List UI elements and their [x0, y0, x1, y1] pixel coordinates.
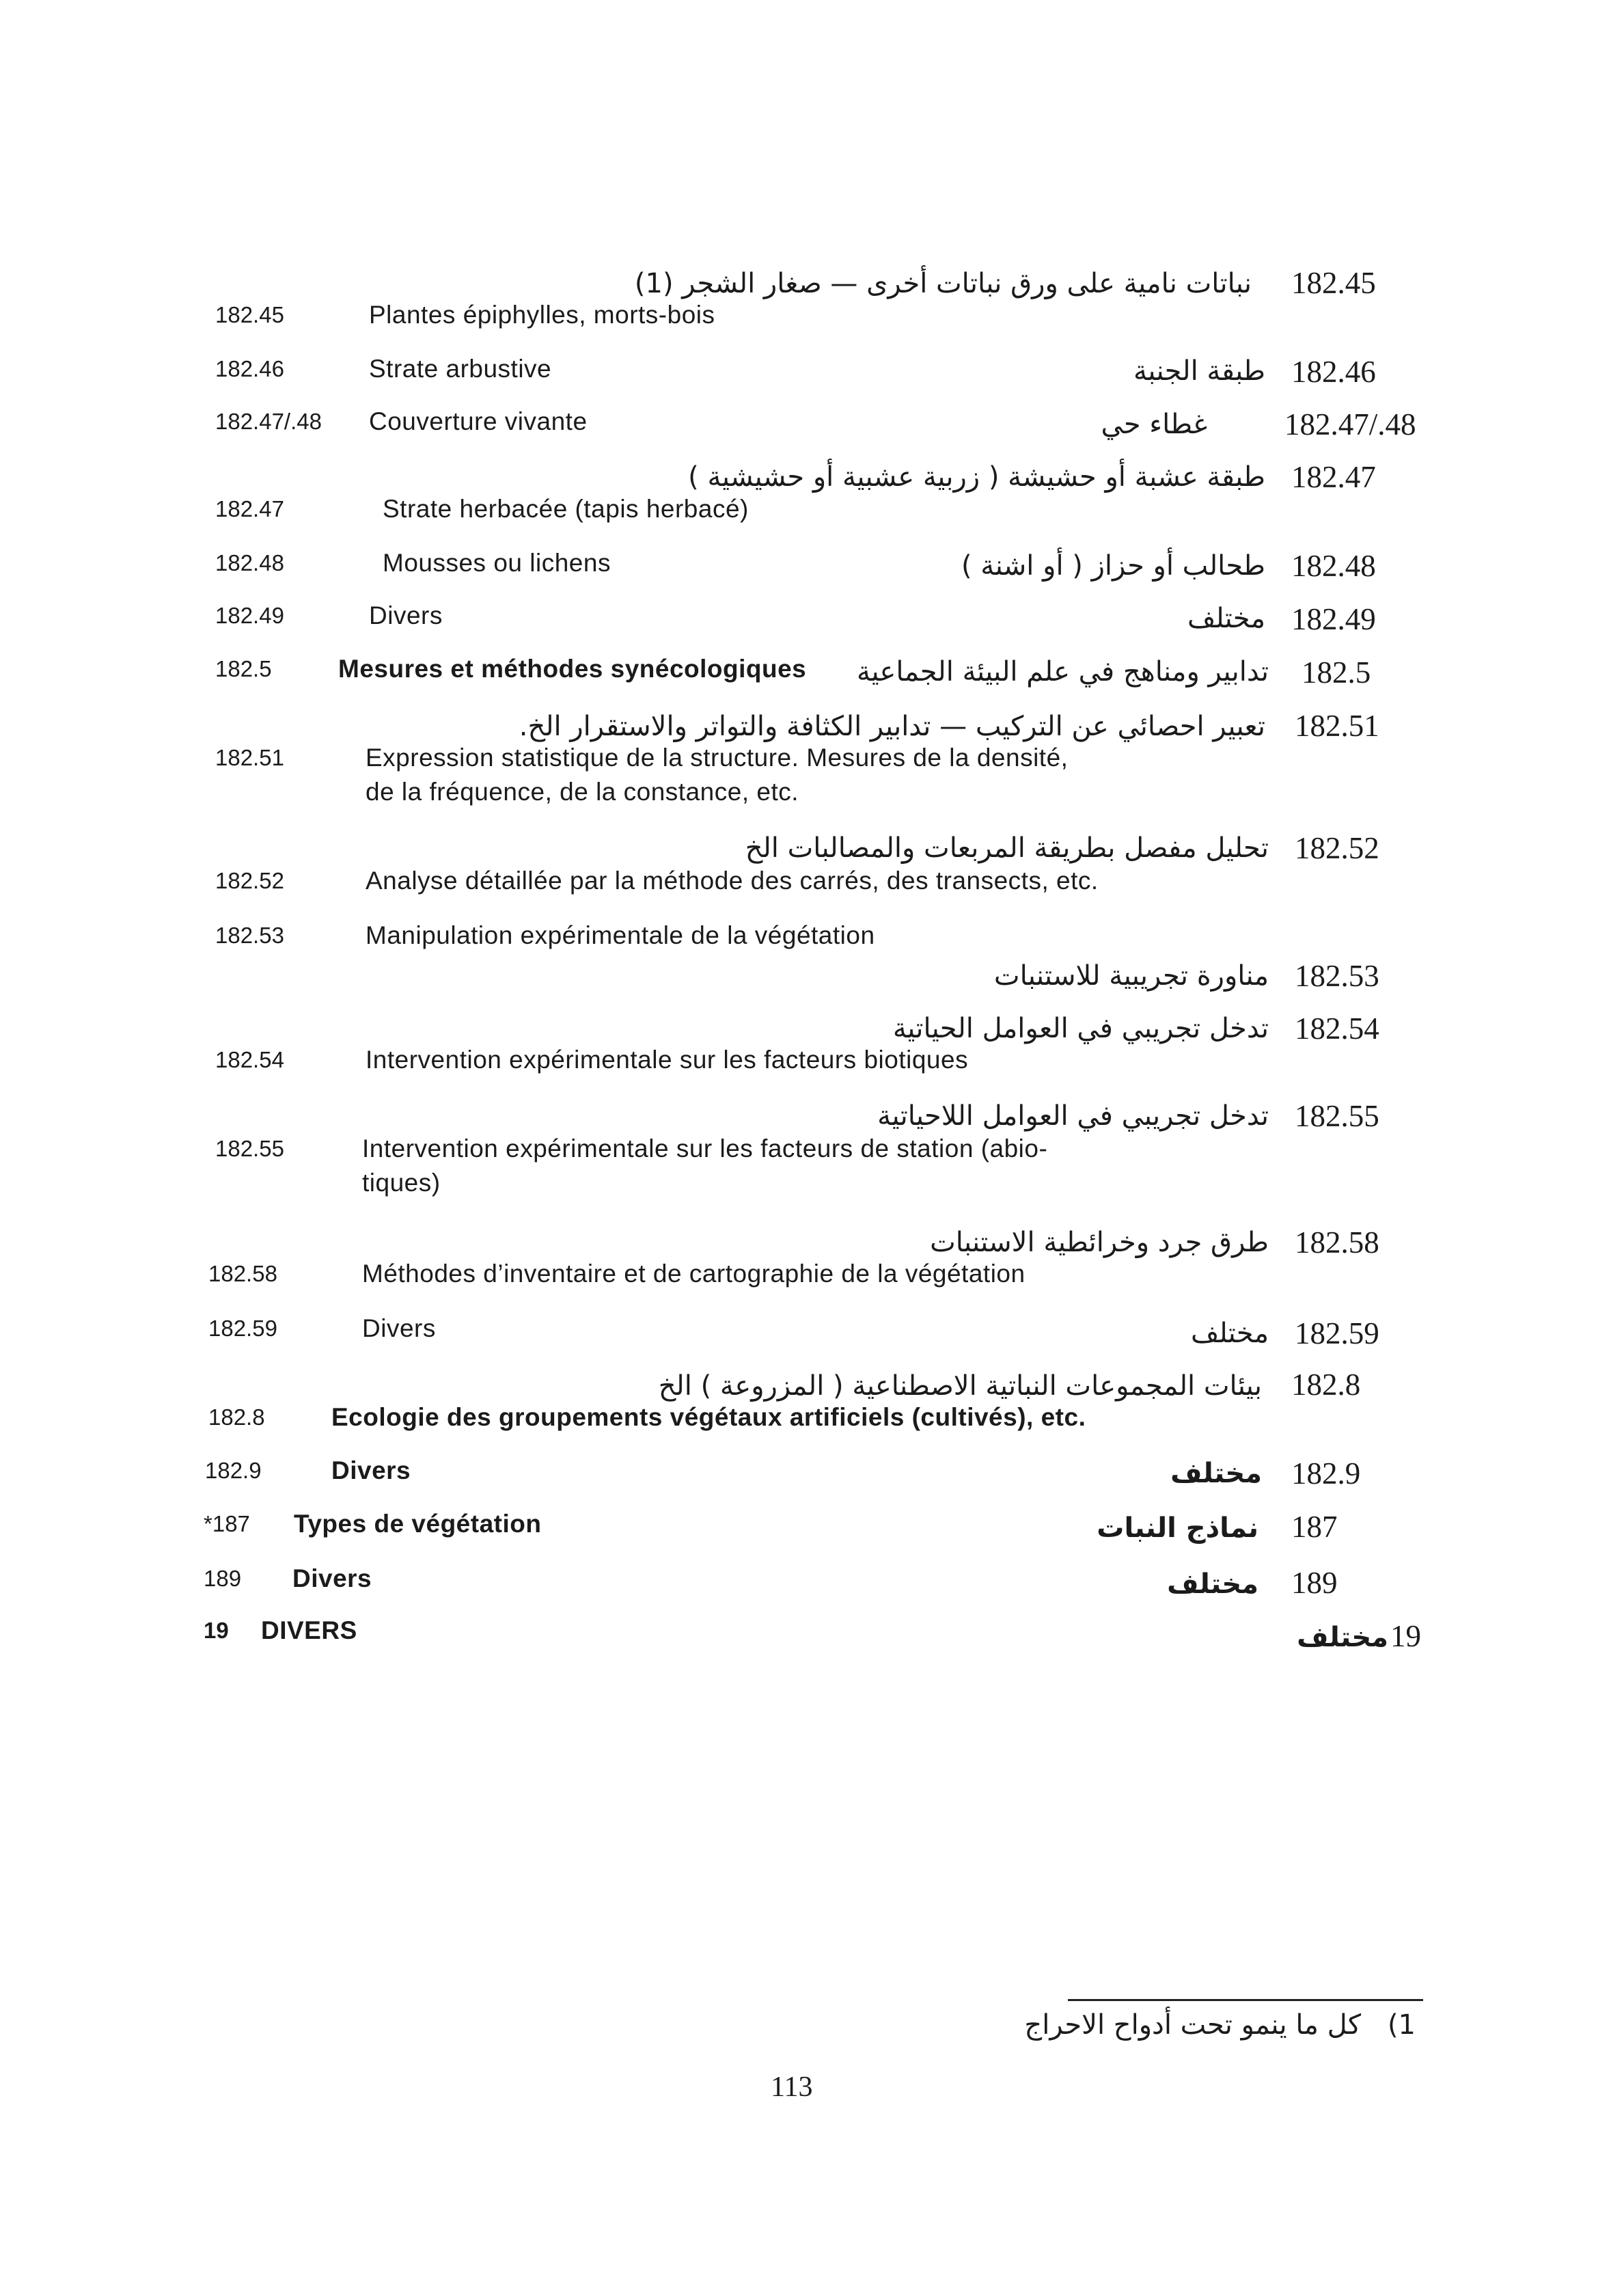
arabic-heading: تعبير احصائي عن التركيب — تدابير الكثافة والتواتر والاستقرار الخ.: [519, 711, 1265, 742]
french-heading-cont: tiques): [362, 1169, 441, 1197]
french-heading: Intervention expérimentale sur les facteurs biotiques: [366, 1046, 969, 1074]
french-heading: Ecologie des groupements végétaux artificiels (cultivés), etc.: [331, 1403, 1086, 1431]
french-code: 182.9: [205, 1458, 262, 1483]
arabic-code: 187: [1291, 1510, 1338, 1544]
french-code: 182.54: [215, 1047, 284, 1072]
arabic-heading: مختلف: [1170, 1458, 1262, 1489]
french-code: 19: [204, 1618, 229, 1643]
french-heading: Divers: [369, 601, 443, 629]
page-number: 113: [771, 2071, 813, 2103]
french-heading: Strate herbacée (tapis herbacé): [383, 495, 749, 523]
arabic-code: 182.5: [1302, 655, 1371, 690]
french-heading: Méthodes d’inventaire et de cartographie de la végétation: [362, 1260, 1026, 1288]
footnote-marker: (1: [1387, 2009, 1416, 2041]
french-code: *187: [204, 1511, 250, 1536]
french-code: 182.45: [215, 302, 284, 327]
arabic-code: 182.8: [1291, 1368, 1361, 1402]
french-code: 182.58: [208, 1261, 277, 1286]
arabic-code: 182.55: [1295, 1099, 1379, 1133]
french-heading: Expression statistique de la structure. Mesures de la densité,: [366, 744, 1069, 772]
french-heading: Manipulation expérimentale de la végétation: [366, 921, 875, 949]
arabic-code: 182.46: [1291, 355, 1376, 389]
arabic-heading: مناورة تجريبية للاستنبات: [993, 960, 1269, 992]
arabic-code: 182.45: [1291, 266, 1376, 300]
arabic-heading: تدخل تجريبي في العوامل الحياتية: [892, 1013, 1269, 1044]
arabic-code: 182.58: [1295, 1225, 1379, 1260]
footnote-rule: [1068, 1999, 1423, 2001]
french-heading: Couverture vivante: [369, 407, 588, 435]
arabic-code: 182.47/.48: [1284, 407, 1416, 441]
arabic-code: 182.53: [1295, 959, 1379, 993]
french-heading: Intervention expérimentale sur les facteurs de station (abio-: [362, 1134, 1048, 1163]
arabic-heading: بيئات المجموعات النباتية الاصطناعية ( المزروعة ) الخ: [658, 1370, 1262, 1402]
arabic-code: 182.48: [1291, 549, 1376, 583]
french-heading: Divers: [331, 1456, 411, 1484]
arabic-heading: طبقة عشبة أو حشيشة ( زربية عشبية أو حشيشية ): [688, 461, 1265, 493]
arabic-heading: مختلف: [1191, 1318, 1269, 1349]
french-code: 182.59: [208, 1316, 277, 1341]
french-code: 182.46: [215, 356, 284, 381]
french-code: 182.47: [215, 496, 284, 521]
arabic-heading: طرق جرد وخرائطية الاستنبات: [930, 1227, 1269, 1258]
french-code: 182.49: [215, 603, 284, 628]
arabic-heading: تدابير ومناهج في علم البيئة الجماعية: [857, 656, 1269, 688]
french-heading: Mesures et méthodes synécologiques: [338, 655, 807, 683]
french-code: 189: [204, 1566, 242, 1591]
french-heading: Strate arbustive: [369, 355, 552, 383]
french-code: 182.8: [208, 1404, 265, 1430]
french-code: 182.48: [215, 550, 284, 575]
arabic-heading: مختلف: [1297, 1622, 1388, 1653]
french-heading: Mousses ou lichens: [383, 549, 611, 577]
arabic-heading: مختلف: [1187, 603, 1265, 634]
french-heading: Types de végétation: [294, 1510, 542, 1538]
arabic-code: 189: [1291, 1566, 1338, 1600]
arabic-heading: نماذج النبات: [1097, 1512, 1258, 1544]
french-code: 182.52: [215, 868, 284, 893]
french-code: 182.5: [215, 656, 272, 681]
arabic-code: 182.51: [1295, 709, 1379, 743]
french-heading: Divers: [362, 1314, 436, 1342]
footnote-text: كل ما ينمو تحت أدواح الاحراج: [1024, 2009, 1361, 2041]
french-heading: Plantes épiphylles, morts-bois: [369, 301, 715, 329]
arabic-code: 182.47: [1291, 460, 1376, 494]
french-heading: Analyse détaillée par la méthode des carrés, des transects, etc.: [366, 867, 1099, 895]
french-code: 182.55: [215, 1136, 284, 1161]
arabic-code: 182.49: [1291, 602, 1376, 636]
french-heading: Divers: [292, 1564, 372, 1592]
arabic-heading: غطاء حي: [1101, 409, 1207, 440]
arabic-heading: طحالب أو حزاز ( أو اشنة ): [961, 550, 1265, 582]
french-code: 182.51: [215, 745, 284, 770]
french-heading-cont: de la fréquence, de la constance, etc.: [366, 778, 799, 806]
french-code: 182.53: [215, 923, 284, 948]
arabic-code: 182.9: [1291, 1456, 1361, 1491]
arabic-code: 182.54: [1295, 1011, 1379, 1046]
arabic-heading: نباتات نامية على ورق نباتات أخرى — صغار الشجر (1): [634, 268, 1252, 299]
arabic-code: 182.52: [1295, 831, 1379, 865]
arabic-heading: طبقة الجنبة: [1133, 355, 1265, 387]
french-heading: DIVERS: [261, 1616, 357, 1644]
arabic-heading: تدخل تجريبي في العوامل اللاحياتية: [877, 1100, 1269, 1132]
arabic-code: 19: [1390, 1619, 1421, 1653]
arabic-heading: مختلف: [1167, 1568, 1258, 1600]
french-code: 182.47/.48: [215, 409, 322, 434]
arabic-code: 182.59: [1295, 1316, 1379, 1350]
arabic-heading: تحليل مفصل بطريقة المربعات والمصالبات الخ: [745, 832, 1269, 864]
